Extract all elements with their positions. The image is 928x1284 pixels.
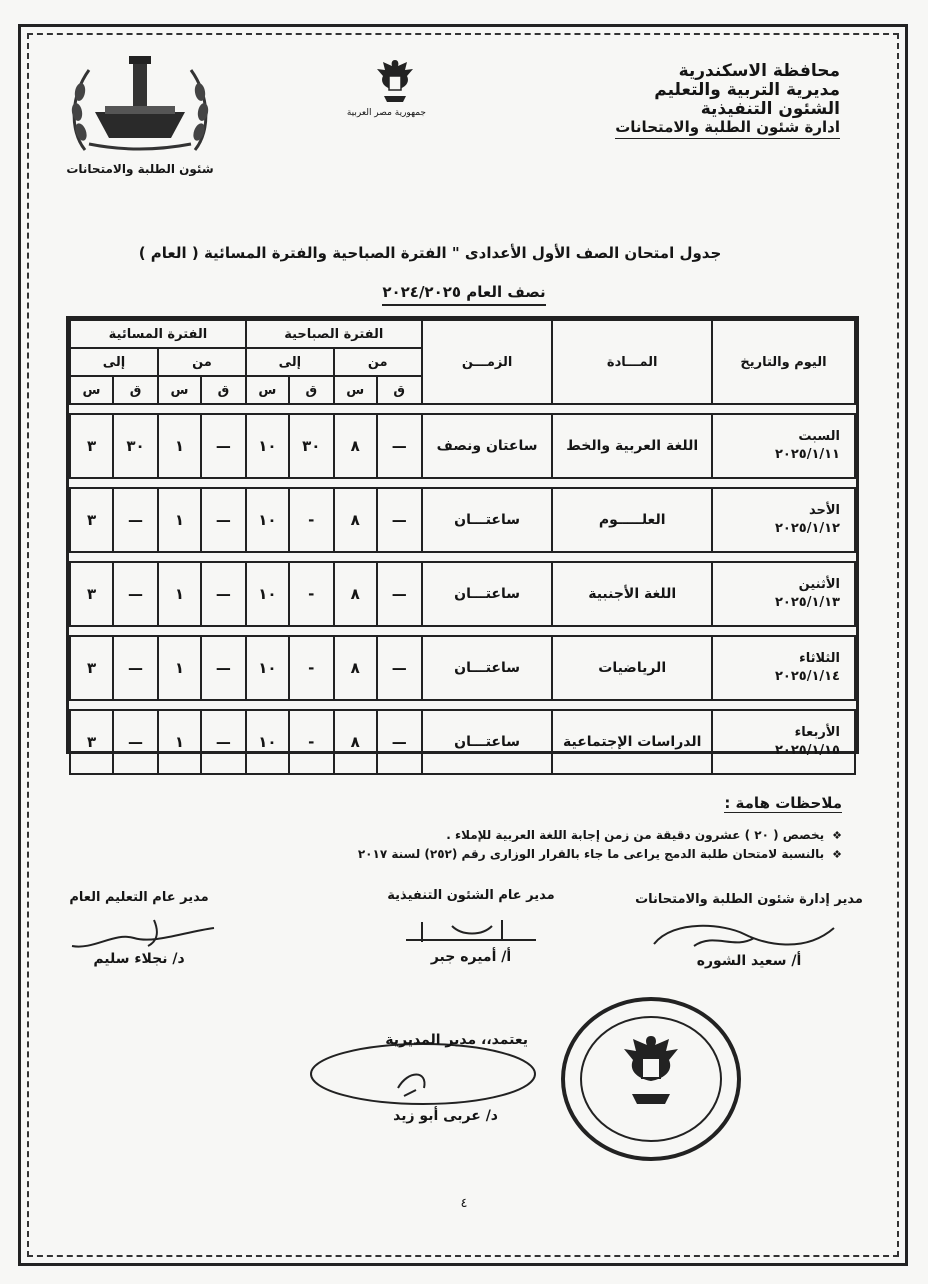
day-name: الأحد [808, 503, 840, 519]
governorate-name: محافظة الاسكندرية [678, 61, 840, 81]
evening-from-minute: — [201, 488, 246, 552]
approval-label: يعتمد،، مدير المديرية [385, 1032, 528, 1048]
subject-cell: الرياضيات [552, 636, 711, 700]
evening-from-minute: — [201, 414, 246, 478]
director-name: د/ عربى أبو زيد [393, 1108, 498, 1124]
morning-to-hour: ١٠ [246, 414, 289, 478]
morning-to-hour: ١٠ [246, 562, 289, 626]
morning-from-hour: ٨ [334, 710, 377, 774]
department-name: الشئون التنفيذية [700, 99, 840, 120]
morning-to-hour: ١٠ [246, 710, 289, 774]
evening-from-minute: — [201, 562, 246, 626]
morning-from-hour: ٨ [334, 488, 377, 552]
evening-to-hour: ٣ [70, 636, 113, 700]
evening-to-minute: ٣٠ [113, 414, 158, 478]
subject-cell: الدراسات الإجتماعية [552, 710, 711, 774]
morning-to-minute: - [289, 488, 334, 552]
subject-cell: اللغة العربية والخط [552, 414, 711, 478]
col-header-evening: الفترة المسائية [70, 320, 246, 348]
schedule-title: جدول امتحان الصف الأول الأعدادى " الفترة الصباحية والفترة المسائية ( العام ) [138, 244, 722, 262]
signer-title: مدير عام التعليم العام [69, 890, 209, 905]
evening-from-minute: — [201, 710, 246, 774]
table-row [70, 488, 855, 552]
duration-cell: ساعتـــان [422, 488, 553, 552]
col-header-day: اليوم والتاريخ [712, 320, 855, 404]
evening-from-hour: ١ [158, 562, 201, 626]
exam-date: ٢٠٢٥/١/١٣ [774, 595, 840, 610]
morning-to-hour: ١٠ [246, 636, 289, 700]
evening-to-hour: ٣ [70, 562, 113, 626]
signer-title: مدير إدارة شئون الطلبة والامتحانات [635, 892, 863, 907]
signer-title: مدير عام الشئون التنفيذية [387, 888, 555, 903]
evening-from-minute: — [201, 636, 246, 700]
evening-to-minute: — [113, 562, 158, 626]
morning-from-minute: — [377, 636, 422, 700]
exam-date: ٢٠٢٥/١/١٤ [774, 669, 840, 684]
table-row [70, 414, 855, 478]
eagle-icon [372, 56, 418, 106]
notes-heading: ملاحظات هامة : [724, 794, 842, 812]
morning-from-hour: ٨ [334, 562, 377, 626]
morning-from-minute: — [377, 414, 422, 478]
morning-to-minute: - [289, 562, 334, 626]
evening-to-hour: ٣ [70, 414, 113, 478]
exam-table [66, 316, 859, 758]
col-header-from: من [334, 348, 422, 376]
col-header-subject: المـــادة [552, 320, 711, 404]
morning-to-minute: ٣٠ [289, 414, 334, 478]
evening-from-hour: ١ [158, 710, 201, 774]
official-seal [560, 996, 742, 1162]
handwritten-signature [392, 912, 552, 952]
subject-cell: العلـــــوم [552, 488, 711, 552]
eagle-emblem [346, 56, 426, 118]
table-row [70, 636, 855, 700]
morning-to-hour: ١٠ [246, 488, 289, 552]
seal-icon [560, 996, 742, 1162]
duration-cell: ساعتان ونصف [422, 414, 553, 478]
notes-list [122, 826, 842, 863]
table-row [70, 562, 855, 626]
day-name: الثلاثاء [799, 651, 840, 667]
logo-caption: شئون الطلبة والامتحانات [66, 162, 214, 176]
col-header-minute: ق [201, 376, 246, 404]
exam-date: ٢٠٢٥/١/١١ [774, 447, 840, 462]
director-approval [308, 1032, 538, 1124]
office-name: ادارة شئون الطلبة والامتحانات [615, 119, 840, 139]
evening-to-hour: ٣ [70, 710, 113, 774]
col-header-hour: س [334, 376, 377, 404]
duration-cell: ساعتـــان [422, 636, 553, 700]
header-block [615, 62, 840, 139]
emblem-caption: جمهورية مصر العربية [346, 108, 426, 118]
signature-block [634, 892, 864, 969]
col-header-morning: الفترة الصباحية [246, 320, 422, 348]
morning-to-minute: - [289, 710, 334, 774]
evening-to-minute: — [113, 488, 158, 552]
subject-cell: اللغة الأجنبية [552, 562, 711, 626]
evening-from-hour: ١ [158, 636, 201, 700]
day-name: السبت [798, 429, 840, 445]
evening-from-hour: ١ [158, 488, 201, 552]
morning-to-minute: - [289, 636, 334, 700]
signer-name: أ/ سعيد الشوره [696, 953, 802, 969]
directorate-name: مديرية التربية والتعليم [654, 80, 840, 101]
note-item: ❖ يخصص ( ٢٠ ) عشرون دقيقة من زمن إجابة اللغة العربية للإملاء . [122, 826, 842, 845]
signature-block [24, 890, 254, 967]
duration-cell: ساعتـــان [422, 710, 553, 774]
morning-from-minute: — [377, 562, 422, 626]
handwritten-signature [308, 1038, 538, 1118]
morning-from-hour: ٨ [334, 414, 377, 478]
schedule-subtitle [0, 283, 928, 301]
col-header-hour: س [246, 376, 289, 404]
col-header-hour: س [70, 376, 113, 404]
morning-from-hour: ٨ [334, 636, 377, 700]
col-header-minute: ق [377, 376, 422, 404]
day-name: الأثنين [798, 577, 840, 593]
exam-date: ٢٠٢٥/١/١٢ [774, 521, 840, 536]
day-name: الأربعاء [794, 725, 840, 741]
col-header-from: من [158, 348, 246, 376]
signature-block [356, 888, 586, 965]
morning-from-minute: — [377, 488, 422, 552]
handwritten-signature [64, 912, 224, 956]
table-row [70, 710, 855, 774]
exams-logo [60, 50, 220, 176]
col-header-hour: س [158, 376, 201, 404]
signer-name: د/ نجلاء سليم [93, 951, 185, 967]
lighthouse-ship-icon [65, 50, 215, 162]
col-header-minute: ق [113, 376, 158, 404]
page-number: ٤ [460, 1196, 468, 1211]
signer-name: أ/ أميره جبر [430, 949, 512, 965]
morning-from-minute: — [377, 710, 422, 774]
evening-to-minute: — [113, 636, 158, 700]
col-header-time: الزمـــن [422, 320, 553, 404]
duration-cell: ساعتـــان [422, 562, 553, 626]
exam-date: ٢٠٢٥/١/١٥ [774, 743, 840, 758]
evening-to-hour: ٣ [70, 488, 113, 552]
note-item: ❖ بالنسبة لامتحان طلبة الدمج يراعى ما جاء بالقرار الوزارى رقم (٢٥٢) لسنة ٢٠١٧ [122, 845, 842, 864]
evening-to-minute: — [113, 710, 158, 774]
col-header-to: إلى [246, 348, 334, 376]
col-header-to: إلى [70, 348, 158, 376]
academic-year: نصف العام ٢٠٢٤/٢٠٢٥ [382, 283, 545, 306]
col-header-minute: ق [289, 376, 334, 404]
evening-from-hour: ١ [158, 414, 201, 478]
handwritten-signature [634, 914, 854, 960]
